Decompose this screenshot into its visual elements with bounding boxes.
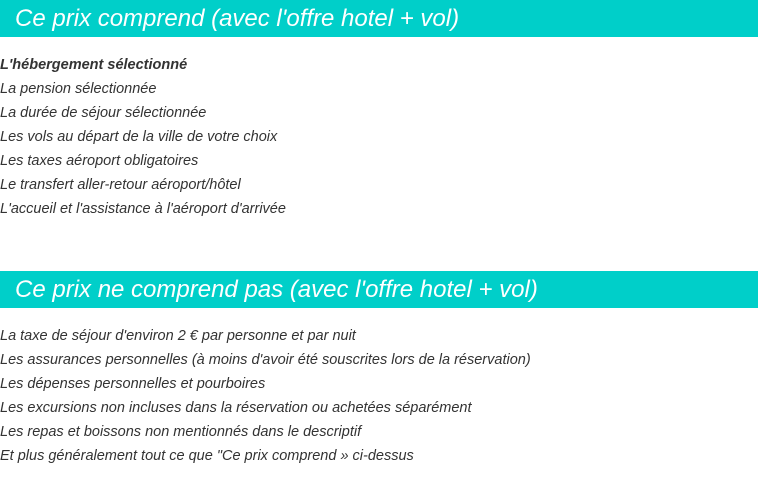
included-heading: Ce prix comprend (avec l'offre hotel + vol) [0,0,758,37]
excluded-item: Les assurances personnelles (à moins d'avoir été souscrites lors de la réservation) [0,352,531,368]
included-item: Le transfert aller-retour aéroport/hôtel [0,177,241,193]
excluded-item: Les dépenses personnelles et pourboires [0,376,266,392]
excluded-heading: Ce prix ne comprend pas (avec l'offre hotel + vol) [0,271,758,308]
included-item: La pension sélectionnée [0,81,157,97]
excluded-item: La taxe de séjour d'environ 2 € par personne et par nuit [0,328,356,344]
excluded-item: Les excursions non incluses dans la réservation ou achetées séparément [0,400,472,416]
excluded-list [0,324,758,468]
included-list [0,53,758,221]
excluded-item: Les repas et boissons non mentionnés dans le descriptif [0,424,362,440]
excluded-item: Et plus généralement tout ce que "Ce prix comprend » ci-dessus [0,448,414,464]
included-item: La durée de séjour sélectionnée [0,105,207,121]
included-item: L'hébergement sélectionné [0,57,188,73]
excluded-section [0,271,758,468]
included-section [0,0,758,221]
included-item: Les taxes aéroport obligatoires [0,153,199,169]
included-item: Les vols au départ de la ville de votre choix [0,129,278,145]
included-item: L'accueil et l'assistance à l'aéroport d'arrivée [0,201,286,217]
